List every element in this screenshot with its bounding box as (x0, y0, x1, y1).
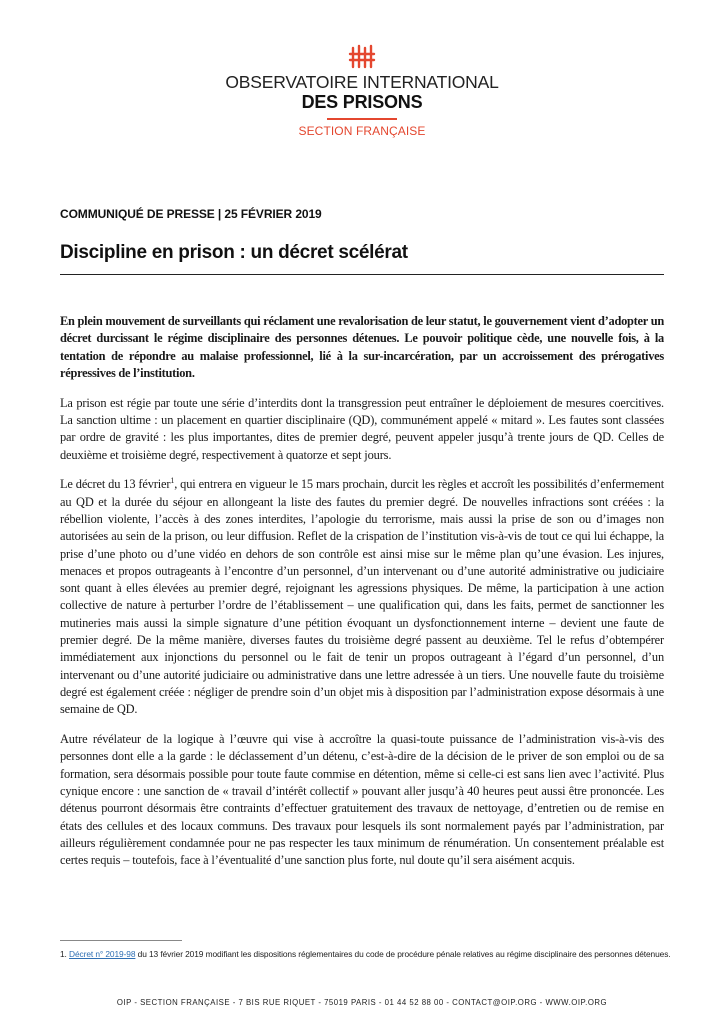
decree-link[interactable]: Décret n° 2019-98 (69, 949, 136, 959)
press-release-date: COMMUNIQUÉ DE PRESSE | 25 FÉVRIER 2019 (60, 207, 322, 221)
prison-bars-mark-icon (348, 44, 376, 70)
paragraph-4: Autre révélateur de la logique à l’œuvre qui vise à accroître la quasi-toute puissance de l’administration vis-à-vis des personnes dont elle a la garde : le déclassement d’un détenu, c’est-à-dire de la décision de le priver de son emploi ou de sa formation, sera désormais possible pour toute faute commise en détention, même si celle-ci est sans lien avec l’activité. Plus cynique encore : une sanction de « travail d’intérêt collectif » pouvant aller jusqu’à 40 heures peut aussi être prononcée. Les détenus pourront désormais être contraints d’effectuer gratuitement des travaux de nettoyage, d’entretien ou de remise en états des cellules et des locaux communs. Des travaux pour lesquels ils sont normalement payés par l’administration, par ailleurs régulièrement condamnée pour ne pas respecter les taux minimum de rénumération. Un consentement préalable est certes requis – toutefois, face à l’éventualité d’une sanction plus forte, nul doute qu’il sera aisément acquis. (60, 732, 664, 868)
footnote (60, 949, 680, 959)
title-divider (60, 274, 664, 275)
paragraph-3-start: Le décret du 13 février (60, 477, 171, 492)
footnote-text: du 13 février 2019 modifiant les dispositions réglementaires du code de procédure pénale relatives au régime disciplinaire des personnes détenues. (135, 949, 671, 959)
footnote-number: 1. (60, 949, 67, 959)
logo-org-name-bold: DES PRISONS (301, 92, 423, 112)
logo-section: SECTION FRANÇAISE (298, 124, 426, 138)
logo-org-name: OBSERVATOIRE INTERNATIONAL (225, 72, 499, 92)
paragraph-3-rest: , qui entrera en vigueur le 15 mars prochain, durcit les règles et accroît les possibilités d’enfermement au QD et la durée du séjour en allongeant la liste des fautes du premier degré. De nouvelles infractions sont créées : la rébellion violente, l’accès à des zones interdites, l’apologie du terrorisme, mais aussi la prise de son ou d’images non autorisées au sein de la prison, ou leur diffusion. Reflet de la crispation de l’institution vis-à-vis de tout ce qui lui échappe, la prise d’une photo ou d’une vidéo en dehors de son contrôle est ainsi mise sur le même plan qu’une évasion. Les injures, menaces et propos outrageants à l’encontre d’un personnel, d’un intervenant ou d’une autorité administrative ou judiciaire sont quant à elles élevées au premier degré, rejoignant les agressions physiques. De même, la participation à une action collective de nature à perturber l’ordre de l’établissement – une qualification qui, dans les faits, permet de sanctionner les mutineries mais aussi la simple signature d’une pétition évoquant un dysfonctionnement interne – devient une faute de premier degré. De la même manière, diverses fautes du troisième degré passent au deuxième. Tel le refus d’obtempérer immédiatement aux injonctions du personnel ou le fait de tenir un propos outrageant à l’égard d’un personnel, d’un intervenant ou d’une autorité judiciaire ou administrative dans une lettre adressée à un tiers. Une nouvelle faute du troisième degré est également créée : négliger de prendre soin d’un objet mis à disposition par l’administration expose désormais à une semaine de QD. (60, 477, 664, 717)
page-footer: OIP - SECTION FRANÇAISE - 7 BIS RUE RIQUET - 75019 PARIS - 01 44 52 88 00 - CONTACT@OIP.ORG - WWW.OIP.ORG (116, 998, 608, 1007)
article-body (60, 313, 664, 882)
footnote-ref[interactable]: 1 (170, 476, 175, 486)
oip-logo (0, 44, 724, 138)
page-title: Discipline en prison : un décret scélérat (60, 242, 408, 263)
logo-divider (327, 118, 397, 120)
lead-paragraph: En plein mouvement de surveillants qui réclament une revalorisation de leur statut, le gouvernement vient d’adopter un décret durcissant le régime disciplinaire des personnes détenues. Le pouvoir politique cède, une nouvelle fois, à la tentation de répondre au malaise professionnel, lié à la sur-incarcération, par un accroissement des prérogatives répressives de l’institution. (60, 314, 664, 380)
paragraph-3 (60, 476, 664, 718)
paragraph-2: La prison est régie par toute une série d’interdits dont la transgression peut entraîner le déploiement de mesures coercitives. La sanction ultime : un placement en quartier disciplinaire (QD), communément appelé « mitard ». Les fautes sont classées par ordre de gravité : les plus importantes, dites de premier degré, peuvent appeler jusqu’à trente jours de QD. Celles de deuxième et troisième degré, respectivement à quatorze et sept jours. (60, 395, 664, 462)
footnote-divider (60, 940, 182, 941)
